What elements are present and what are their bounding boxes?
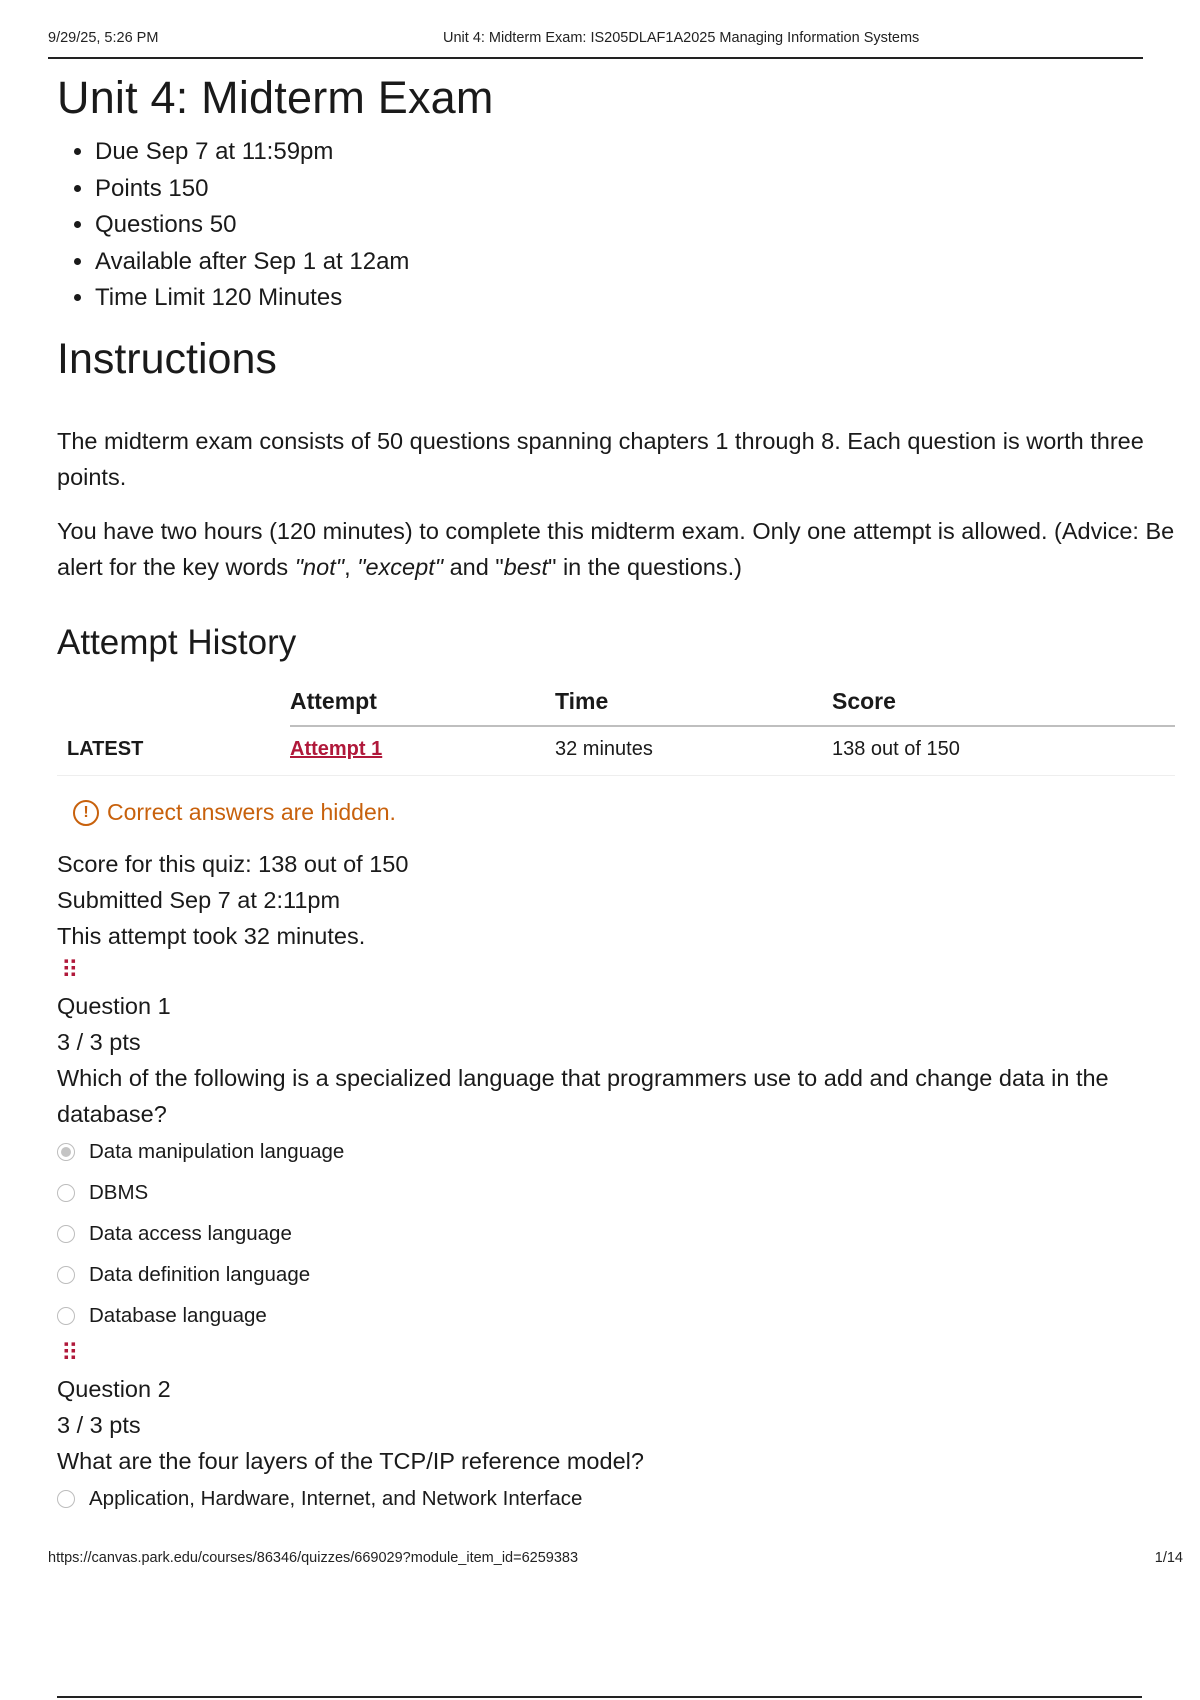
- instructions-paragraph-1: The midterm exam consists of 50 questions spanning chapters 1 through 8. Each question is worth three points.: [57, 427, 1144, 490]
- radio-icon: [57, 1266, 75, 1284]
- warning-circle-icon: !: [73, 800, 99, 826]
- attempt-history-heading: Attempt History: [57, 622, 297, 662]
- answer-option: [57, 1132, 1177, 1173]
- question-1: [57, 954, 1177, 1337]
- question-text: Which of the following is a specialized language that programmers use to add and change data in the database?: [57, 1064, 1109, 1127]
- notice-text: Correct answers are hidden.: [107, 799, 396, 825]
- detail-available: • Available after Sep 1 at 12am: [95, 244, 1177, 281]
- radio-icon: [57, 1490, 75, 1508]
- header-time: Time: [555, 687, 832, 726]
- print-page-title: Unit 4: Midterm Exam: IS205DLAF1A2025 Managing Information Systems: [443, 30, 920, 46]
- print-footer: [48, 1550, 1183, 1566]
- attempt-1-link[interactable]: Attempt 1: [290, 738, 383, 760]
- detail-questions: • Questions 50: [95, 207, 1177, 244]
- keyword-except: "except": [357, 553, 444, 580]
- question-title: Question 2: [57, 1375, 171, 1402]
- answer-label: Application, Hardware, Internet, and Network Interface: [89, 1487, 583, 1510]
- answer-label: Data access language: [89, 1222, 292, 1245]
- radio-icon: [57, 1184, 75, 1202]
- question-text: What are the four layers of the TCP/IP reference model?: [57, 1447, 644, 1474]
- answer-label: Database language: [89, 1304, 267, 1327]
- page-title: Unit 4: Midterm Exam: [57, 72, 494, 123]
- detail-time-limit: • Time Limit 120 Minutes: [95, 280, 1177, 317]
- row-latest-label: LATEST: [57, 726, 290, 776]
- answer-label: Data definition language: [89, 1263, 311, 1286]
- drag-handle-icon[interactable]: ⠿: [61, 1339, 76, 1367]
- detail-points: • Points 150: [95, 171, 1177, 208]
- quiz-summary: [57, 846, 1177, 954]
- header-blank: [57, 687, 290, 726]
- row-score: 138 out of 150: [832, 726, 1175, 776]
- correct-answers-hidden-notice: [57, 796, 1177, 830]
- keyword-not: "not": [294, 553, 345, 580]
- attempt-duration: This attempt took 32 minutes.: [57, 922, 366, 949]
- question-points: 3 / 3 pts: [57, 1028, 141, 1055]
- detail-due: • Due Sep 7 at 11:59pm: [95, 134, 1177, 171]
- question-title: Question 1: [57, 992, 171, 1019]
- header-score: Score: [832, 687, 1175, 726]
- main-content: [57, 66, 1177, 1520]
- print-date: 9/29/25, 5:26 PM: [48, 30, 159, 46]
- table-row: [57, 726, 1175, 776]
- instructions-paragraph-2: You have two hours (120 minutes) to complete this midterm exam. Only one attempt is allowed. (Advice: Be alert for the key words "not", "except" and "best" in the questions.): [57, 517, 1175, 580]
- exam-details-list: [57, 134, 1177, 317]
- question-2: [57, 1337, 1177, 1520]
- answer-option: [57, 1296, 1177, 1337]
- attempt-history-table: [57, 687, 1175, 776]
- answer-label: Data manipulation language: [89, 1140, 345, 1163]
- keyword-best: best: [503, 553, 549, 580]
- submitted-time: Submitted Sep 7 at 2:11pm: [57, 886, 341, 913]
- header-attempt: Attempt: [290, 687, 555, 726]
- answer-option: [57, 1214, 1177, 1255]
- page-number: 1/14: [1154, 1550, 1183, 1566]
- row-time: 32 minutes: [555, 726, 832, 776]
- answer-option: [57, 1479, 1177, 1520]
- radio-icon: [57, 1225, 75, 1243]
- print-url: https://canvas.park.edu/courses/86346/quizzes/669029?module_item_id=6259383: [48, 1550, 579, 1566]
- quiz-score: Score for this quiz: 138 out of 150: [57, 850, 409, 877]
- table-header-row: [57, 687, 1175, 726]
- radio-icon: [57, 1307, 75, 1325]
- radio-selected-icon: [57, 1143, 75, 1161]
- answer-option: [57, 1255, 1177, 1296]
- answer-label: DBMS: [89, 1181, 149, 1204]
- answer-option: [57, 1173, 1177, 1214]
- instructions-heading: Instructions: [57, 334, 277, 383]
- bottom-divider: [57, 1696, 1142, 1698]
- print-header: [48, 30, 1143, 59]
- drag-handle-icon[interactable]: ⠿: [61, 956, 76, 984]
- question-points: 3 / 3 pts: [57, 1411, 141, 1438]
